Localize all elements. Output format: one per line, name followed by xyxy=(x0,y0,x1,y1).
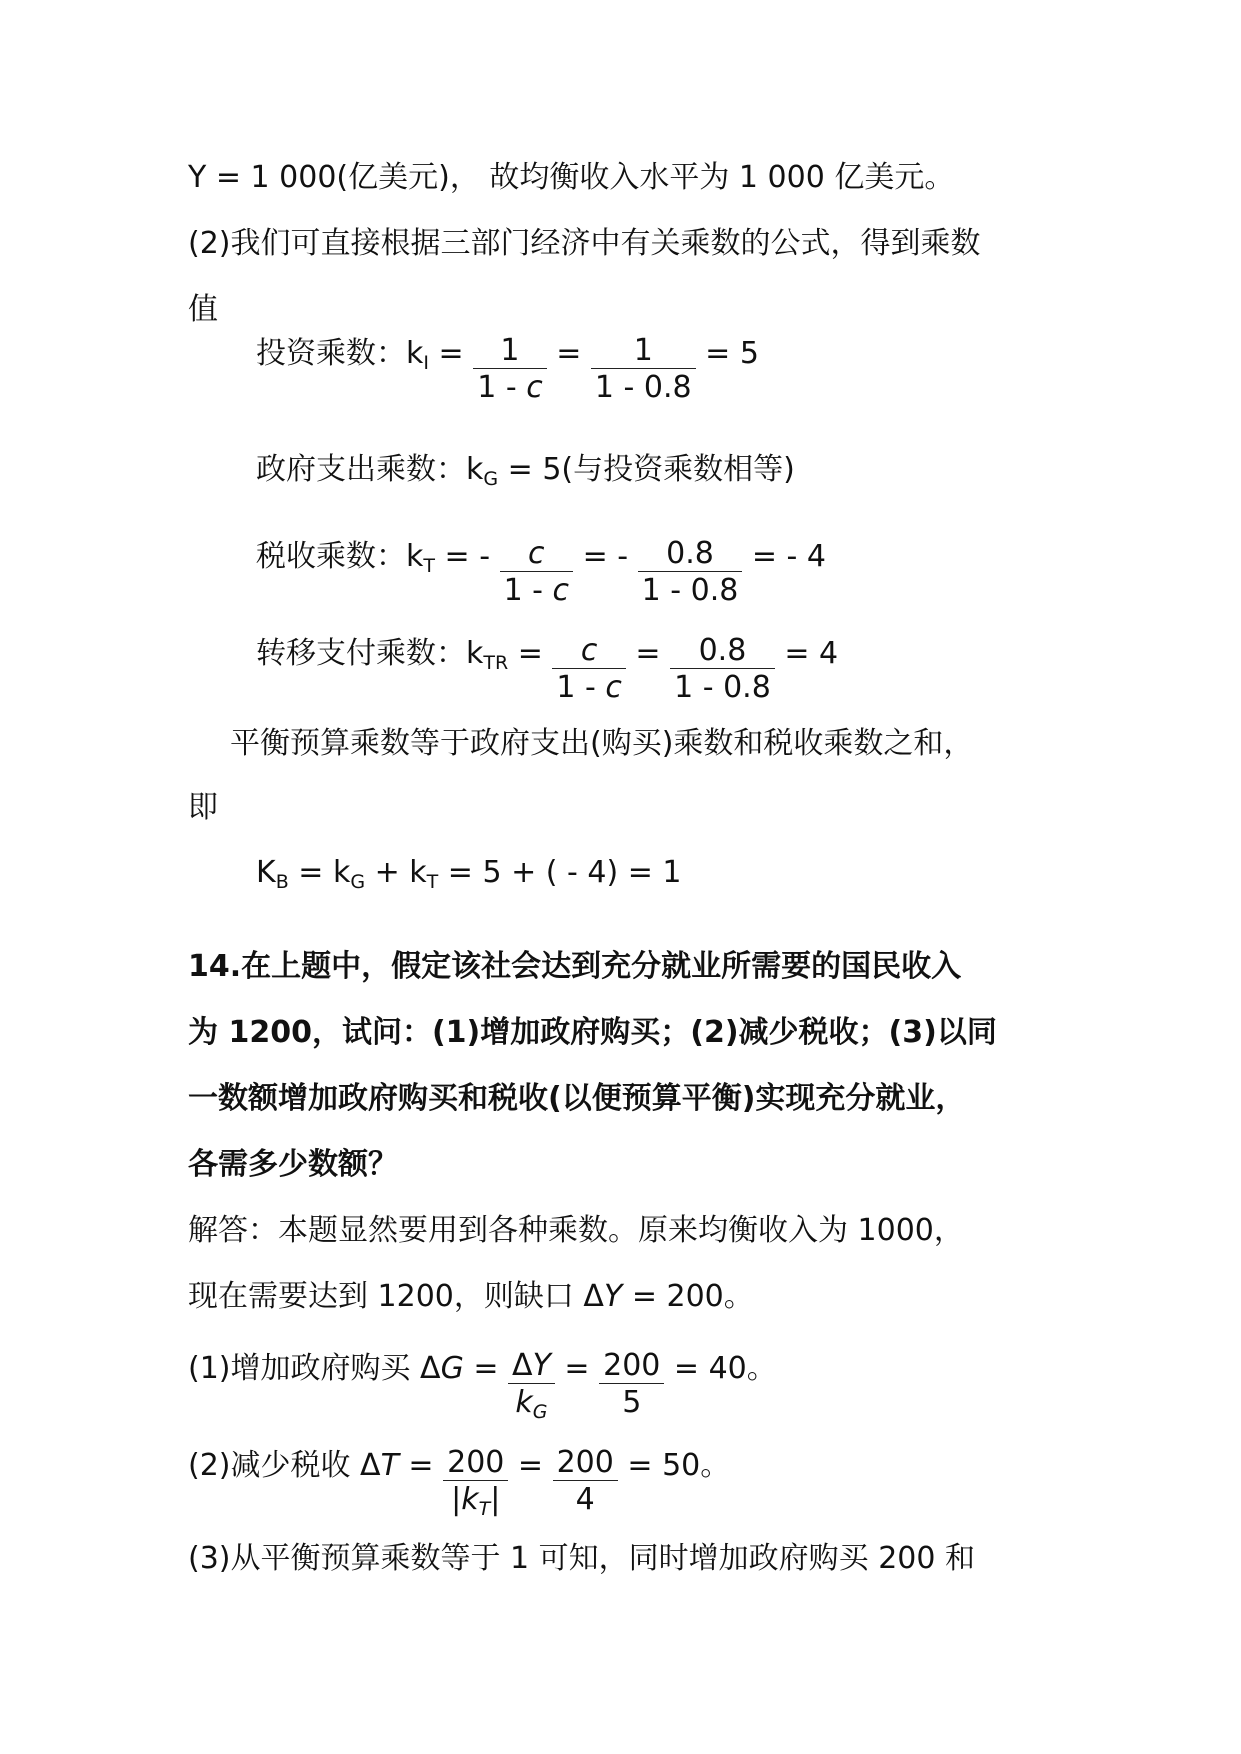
denominator-variable: k xyxy=(461,1482,479,1517)
denominator: 1 - 0.8 xyxy=(594,370,692,405)
government-multiplier-subscript: G xyxy=(483,468,499,490)
denominator-variable: k xyxy=(515,1385,533,1420)
answer-gap-value: = 200。 xyxy=(622,1279,754,1314)
delta-symbol: Δ xyxy=(512,1348,533,1383)
question-14-line: 各需多少数额？ xyxy=(188,1147,398,1182)
answer-gap xyxy=(188,1277,754,1317)
denominator-variable: c xyxy=(526,370,543,405)
numerator: 200 xyxy=(443,1446,508,1481)
investment-multiplier-formula xyxy=(256,334,759,407)
numerator: c xyxy=(500,537,573,572)
formula-subscript: T xyxy=(426,871,439,893)
transfer-multiplier-subscript: TR xyxy=(483,652,509,674)
denominator-text: 1 - xyxy=(477,370,527,405)
paragraph-balanced-budget-cont: 即 xyxy=(188,790,218,825)
fraction xyxy=(638,537,743,610)
fraction xyxy=(599,1349,664,1422)
numerator: 0.8 xyxy=(670,634,775,669)
denominator-variable: c xyxy=(552,573,570,608)
paragraph-balanced-budget: 平衡预算乘数等于政府支出(购买)乘数和税收乘数之和， xyxy=(230,726,974,761)
answer-2-result: = 50。 xyxy=(617,1448,731,1483)
transfer-multiplier-result: = 4 xyxy=(774,636,839,671)
transfer-multiplier-formula xyxy=(256,634,838,707)
answer-1-variable: G xyxy=(440,1351,464,1386)
answer-3-line: (3)从平衡预算乘数等于 1 可知，同时增加政府购买 200 和 xyxy=(188,1541,975,1576)
answer-1-label: (1)增加政府购买 Δ xyxy=(188,1351,441,1386)
equals-sign: = xyxy=(546,336,591,371)
fraction xyxy=(553,1446,618,1519)
equals-sign: = - xyxy=(573,539,638,574)
formula-text: = k xyxy=(288,855,351,890)
fraction xyxy=(443,1446,508,1519)
denominator: 1 - 0.8 xyxy=(641,573,739,608)
answer-2-label: (2)减少税收 Δ xyxy=(188,1448,381,1483)
balanced-budget-formula xyxy=(256,853,681,893)
numerator xyxy=(508,1349,555,1384)
answer-intro: 解答：本题显然要用到各种乘数。原来均衡收入为 1000， xyxy=(188,1213,964,1248)
denominator: 5 xyxy=(622,1385,642,1420)
answer-1-result: = 40。 xyxy=(664,1351,777,1386)
fraction xyxy=(500,537,573,610)
formula-text: = 5 + ( - 4) = 1 xyxy=(438,855,682,890)
paragraph-equilibrium-income: Y = 1 000(亿美元)， 故均衡收入水平为 1 000 亿美元。 xyxy=(188,160,955,195)
tax-multiplier-formula xyxy=(256,537,826,610)
equals-sign: = xyxy=(554,1351,600,1386)
formula-text: K xyxy=(256,855,276,890)
answer-2-formula xyxy=(188,1446,730,1519)
numerator: 0.8 xyxy=(638,537,743,572)
denominator xyxy=(443,1481,508,1519)
government-multiplier-result: = 5(与投资乘数相等) xyxy=(498,452,795,487)
tax-multiplier-result: = - 4 xyxy=(742,539,826,574)
equals-sign: = xyxy=(428,336,474,371)
fraction xyxy=(552,634,625,707)
denominator-text: 1 - xyxy=(556,670,606,705)
abs-bar: | xyxy=(451,1482,462,1517)
denominator: 1 - 0.8 xyxy=(674,670,771,705)
investment-multiplier-subscript: I xyxy=(423,352,429,374)
numerator: 200 xyxy=(599,1349,664,1384)
abs-bar: | xyxy=(490,1482,501,1517)
question-14-line: 一数额增加政府购买和税收(以便预算平衡)实现充分就业， xyxy=(188,1081,966,1116)
equals-sign: = - xyxy=(434,539,500,574)
denominator xyxy=(552,669,625,707)
fraction xyxy=(670,634,775,707)
paragraph-multiplier-intro: (2)我们可直接根据三部门经济中有关乘数的公式，得到乘数 xyxy=(188,226,981,261)
numerator: 200 xyxy=(553,1446,618,1481)
equals-sign: = xyxy=(625,636,671,671)
tax-multiplier-label: 税收乘数：k xyxy=(256,539,424,574)
denominator-text: 1 - xyxy=(503,573,553,608)
government-multiplier-formula xyxy=(256,450,795,490)
denominator-variable: c xyxy=(605,670,622,705)
question-14-line: 为 1200，试问：(1)增加政府购买；(2)减少税收；(3)以同 xyxy=(188,1015,997,1050)
formula-subscript: B xyxy=(275,871,289,893)
answer-2-variable: T xyxy=(380,1448,399,1483)
formula-subscript: G xyxy=(350,871,366,893)
question-14-line: 14.在上题中，假定该社会达到充分就业所需要的国民收入 xyxy=(188,949,962,984)
denominator-subscript: T xyxy=(478,1498,491,1520)
numerator: 1 xyxy=(591,334,696,369)
paragraph-multiplier-intro-cont: 值 xyxy=(188,292,218,327)
investment-multiplier-label: 投资乘数：k xyxy=(256,336,424,371)
denominator: 4 xyxy=(575,1482,595,1517)
transfer-multiplier-label: 转移支付乘数：k xyxy=(256,636,484,671)
denominator xyxy=(500,572,573,610)
equals-sign: = xyxy=(398,1448,444,1483)
denominator xyxy=(473,369,546,407)
fraction xyxy=(591,334,696,407)
numerator-variable: Y xyxy=(532,1348,551,1383)
numerator: c xyxy=(552,634,625,669)
answer-gap-text: 现在需要达到 1200，则缺口 Δ xyxy=(188,1279,604,1314)
equals-sign: = xyxy=(463,1351,509,1386)
tax-multiplier-subscript: T xyxy=(423,555,435,577)
fraction xyxy=(508,1349,555,1422)
denominator-subscript: G xyxy=(532,1401,548,1423)
formula-text: + k xyxy=(365,855,427,890)
equals-sign: = xyxy=(508,1448,553,1483)
denominator xyxy=(508,1384,555,1422)
government-multiplier-label: 政府支出乘数：k xyxy=(256,452,484,487)
answer-1-formula xyxy=(188,1349,777,1422)
numerator: 1 xyxy=(473,334,546,369)
investment-multiplier-result: = 5 xyxy=(695,336,759,371)
fraction xyxy=(473,334,546,407)
equals-sign: = xyxy=(508,636,553,671)
answer-gap-variable: Y xyxy=(603,1279,623,1314)
